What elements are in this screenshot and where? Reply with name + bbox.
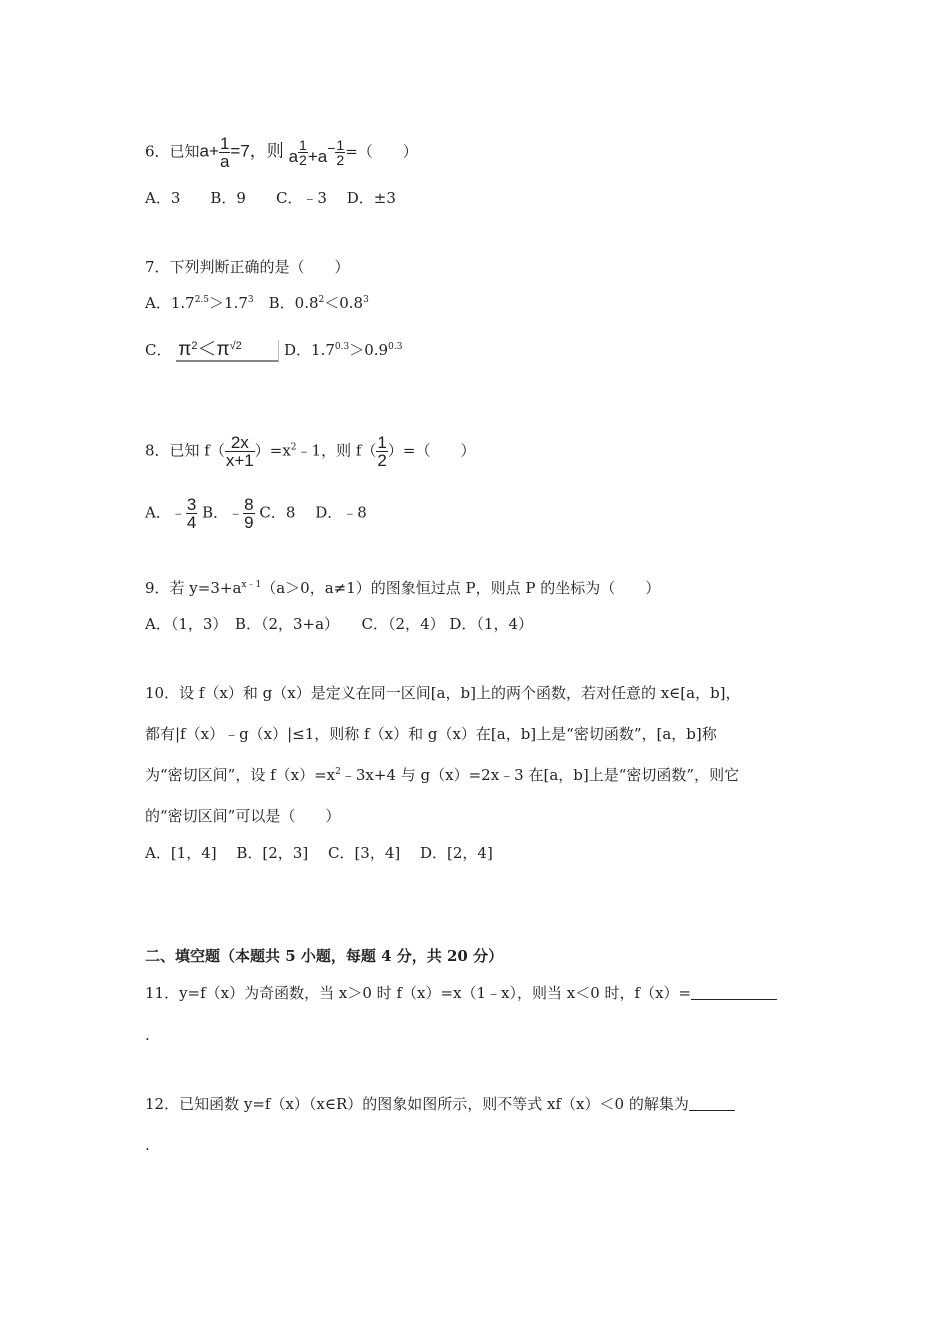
question-10-line-3: 为“密切区间”，设 $f(x)=x^2﹣3x+4$ 与 g（x）=2x﹣3 在[a，b]上是“密切函数”，则它 xyxy=(145,766,740,784)
question-11-end: . xyxy=(145,1026,150,1044)
question-10-line-4: 的“密切区间”可以是（ ） xyxy=(145,807,341,825)
option-c-formula-image: $\pi^2<\pi^{√2}$ xyxy=(176,340,279,362)
question-9-stem: 9．若 $y=3+a^{x﹣1}(a>0$，a≠1）的图象恒过点 P，则点 P 的坐标为（ ） xyxy=(145,579,661,597)
section-2-title: 二、填空题（本题共 5 小题，每题 4 分，共 20 分） xyxy=(145,947,504,965)
question-7-options-ab: A．$1.7^{2.5}>1.7^3$ B．$0.8^2<0.8^3$ xyxy=(145,294,369,312)
fraction-1-over-a: $\frac{1}{a}$ xyxy=(219,134,230,171)
answer-blank-11[interactable] xyxy=(691,983,777,1000)
question-8: 8．已知 f（ $\frac{2x}{x+1}$ ）$=x^2﹣1$，则 f（ $\frac{1}{2}$ ）=（ ） xyxy=(145,433,476,470)
fraction-2x-over-x-plus-1: $\frac{2x}{x+1}$ xyxy=(225,433,254,470)
question-6: 6．已知a+ $\frac{1}{a}$ =7，则 a $\frac{1}{2}$ +a− $\frac{1}{2}$ =（ ） xyxy=(145,134,418,171)
question-6-options: A．3 B．9 C．﹣3 D．±3 xyxy=(145,189,396,207)
question-8-options: A．﹣ $\frac{3}{4}$ B．﹣ $\frac{8}{9}$ C．8 D．﹣8 xyxy=(145,495,367,532)
question-9-options: A．（1，3） B．（2，3+a） C．（2，4） D．（1，4） xyxy=(145,615,533,633)
question-10-line-1: 10．设 f（x）和 g（x）是定义在同一区间[a，b]上的两个函数，若对任意的 x∈[a，b]， xyxy=(145,684,741,702)
question-10-line-2: 都有|f（x）﹣g（x）|≤1，则称 f（x）和 g（x）在[a，b]上是“密切函数”，[a，b]称 xyxy=(145,725,717,743)
question-12-end: . xyxy=(145,1136,150,1154)
answer-blank-12[interactable] xyxy=(689,1094,735,1111)
question-12: 12．已知函数 y=f（x）（x∈R）的图象如图所示，则不等式 xf（x）＜0 的解集为 xyxy=(145,1094,735,1114)
question-7-stem: 7．下列判断正确的是（ ） xyxy=(145,258,350,276)
fraction-one-half: $\frac{1}{2}$ xyxy=(377,433,387,470)
question-7-options-cd: C． $\pi^2<\pi^{√2}$ D．$1.7^{0.3}>0.9^{0.3}$ xyxy=(145,339,403,360)
question-10-options: A．[1，4] B．[2，3] C．[3，4] D．[2，4] xyxy=(145,844,493,862)
power-expression: a $\frac{1}{2}$ +a− $\frac{1}{2}$ xyxy=(288,137,345,168)
question-11: 11．y=f（x）为奇函数，当 x＞0 时 f（x）=x（1﹣x），则当 x＜0 时，f（x）= xyxy=(145,983,777,1003)
